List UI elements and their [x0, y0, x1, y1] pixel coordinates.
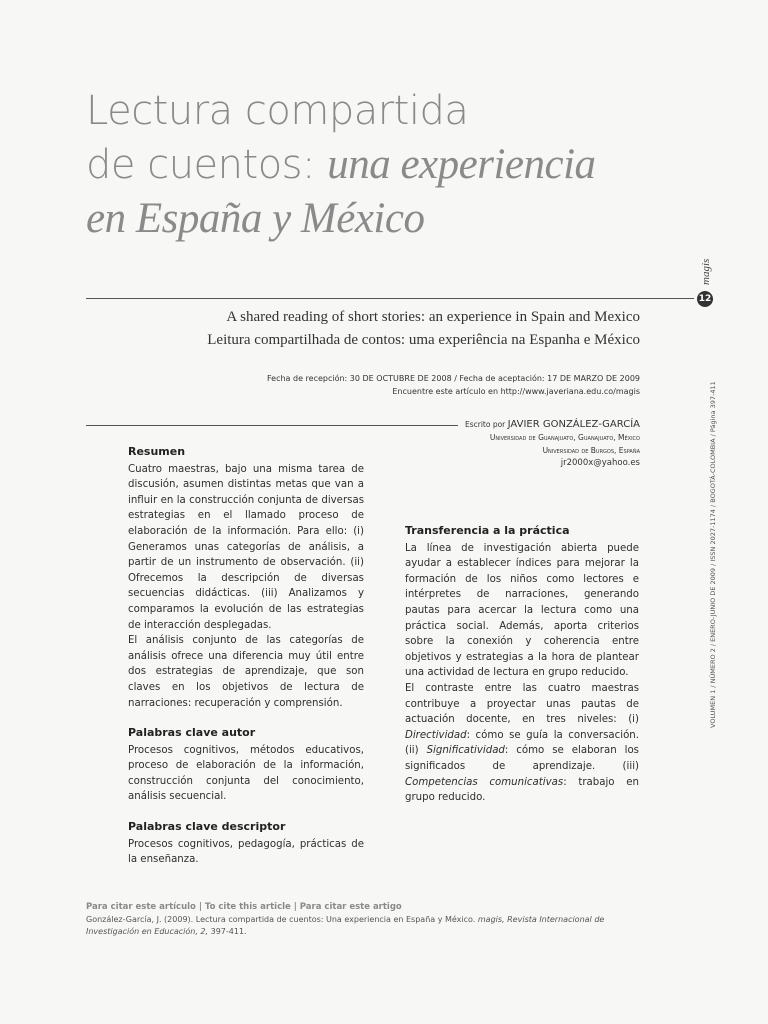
- transferencia-p2-part-d: : trabajo en grupo reducido.: [405, 776, 639, 804]
- portuguese-title: Leitura compartilhada de contos: uma experiência na Espanha e México: [207, 332, 640, 348]
- resumen-paragraph-2: El análisis conjunto de las categorías de análisis ofrece una diferencia muy útil entre dos estrategias de aprendizaje, que son claves en los objetivos de lectura de narraciones: recuperación y comprensión.: [128, 635, 364, 709]
- title-line-1: Lectura compartida: [86, 88, 469, 134]
- transferencia-heading: Transferencia a la práctica: [405, 524, 570, 537]
- transferencia-p2-part-a: El contraste entre las cuatro maestras contribuye a proyectar unas pautas de actuación docente, en tres niveles: (i): [405, 682, 639, 726]
- article-url[interactable]: Encuentre este artículo en http://www.javeriana.edu.co/magis: [392, 387, 640, 396]
- title-line-3-italic: en España y México: [86, 195, 425, 242]
- keywords-descriptor-text: Procesos cognitivos, pedagogía, prácticas de la enseñanza.: [128, 838, 364, 866]
- magis-logo: [698, 256, 712, 286]
- english-title: A shared reading of short stories: an experience in Spain and Mexico: [226, 309, 640, 325]
- transferencia-p2-part-c: : cómo se elaboran los significados de aprendizaje. (iii): [405, 745, 639, 772]
- resumen-heading: Resumen: [128, 445, 186, 458]
- transferencia-paragraph-1: La línea de investigación abierta puede ayudar a establecer índices para mejorar la formación de los niños como lectores e intérpretes de narraciones, generando pautas para acercar la lectura como una práctica social. Además, aporta criterios sobre la conexión y coherencia entre objetivos y estrategias a la hora de plantear una actividad de lectura en grupo reducido.: [405, 542, 639, 679]
- written-by-label: Escrito por: [464, 420, 508, 429]
- article-dates: [267, 372, 640, 398]
- author-name: JAVIER GONZÁLEZ-GARCÍA: [507, 419, 640, 430]
- title-line-2-italic: una experiencia: [327, 141, 596, 188]
- term-significatividad: Significatividad: [426, 745, 505, 757]
- author-affiliation-1: Universidad de Guanajuato, Guanajuato, México: [489, 433, 640, 442]
- keywords-author-heading: Palabras clave autor: [128, 726, 256, 740]
- transferencia-p2-part-b: : cómo se guía la conversación. (ii): [405, 729, 639, 757]
- magis-logo-text: magis: [700, 258, 712, 285]
- author-email[interactable]: jr2000x@yahoo.es: [560, 458, 640, 468]
- term-competencias: Competencias comunicativas: [405, 776, 564, 788]
- citation-text: [86, 914, 644, 938]
- citation-journal: magis, Revista Internacional de Investigación en Educación, 2,: [86, 915, 605, 936]
- title-line-2-plain: de cuentos:: [86, 142, 328, 188]
- keywords-descriptor-heading: Palabras clave descriptor: [128, 820, 286, 834]
- author-divider: [86, 425, 458, 426]
- citation-heading: Para citar este artículo | To cite this article | Para citar este artigo: [86, 902, 402, 912]
- top-divider: [86, 298, 694, 299]
- resumen-paragraph-1: Cuatro maestras, bajo una misma tarea de discusión, asumen distintas metas que van a influir en la construcción conjunta de diversas estrategias en el llamado proceso de elaboración de la información. Para ello: (i) Generamos unas categorías de análisis, a partir de un instrumento de observación. (ii) Ofrecemos la descripción de diversas secuencias didácticas. (iii) Analizamos y comparamos la evolución de las estrategias de interacción desplegadas.: [128, 463, 364, 631]
- right-column: [405, 523, 639, 806]
- alternate-titles: [207, 306, 640, 352]
- left-column: [128, 444, 364, 868]
- author-block: [465, 418, 640, 470]
- citation-part-a: González-García, J. (2009). Lectura compartida de cuentos: Una experiencia en España y México.: [86, 915, 478, 924]
- journal-side-info: VOLUMEN 1 / NÚMERO 2 / ENERO-JUNIO DE 2009 / ISSN 2027-1174 / BOGOTÁ-COLOMBIA / Página 397-411: [709, 381, 717, 728]
- transferencia-paragraph-2: [405, 681, 639, 806]
- keywords-author-text: Procesos cognitivos, métodos educativos, proceso de elaboración de la información, construcción conjunta del conocimiento, análisis secuencial.: [128, 744, 364, 803]
- citation-part-b: 397-411.: [208, 927, 247, 936]
- author-affiliation-2: Universidad de Burgos, España: [542, 446, 640, 455]
- page-number-badge: 12: [697, 291, 713, 307]
- article-title: [86, 84, 596, 246]
- reception-acceptance-dates: Fecha de recepción: 30 DE OCTUBRE DE 2008 / Fecha de aceptación: 17 DE MARZO DE 2009: [266, 374, 640, 383]
- term-directividad: Directividad: [405, 729, 467, 741]
